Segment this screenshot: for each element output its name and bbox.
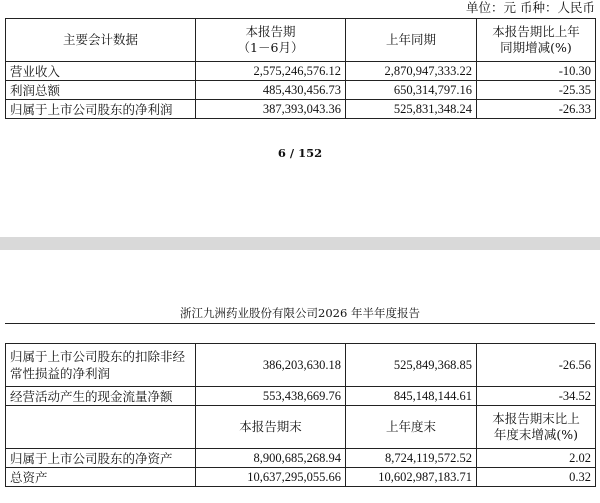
header-change <box>477 406 596 449</box>
header-change <box>477 19 596 62</box>
page-break-band <box>0 237 600 250</box>
row-label: 利润总额 <box>6 81 196 100</box>
change-value: -34.52 <box>477 387 596 406</box>
current-value: 10,637,295,055.66 <box>196 468 346 487</box>
prior-value: 525,849,368.85 <box>346 344 477 387</box>
table-row <box>6 468 596 487</box>
row-label: 总资产 <box>6 468 196 487</box>
change-value: -10.30 <box>477 62 596 81</box>
table-row <box>6 81 596 100</box>
header-current-period-line2: （1－6月） <box>237 40 304 55</box>
header-current-period <box>196 19 346 62</box>
key-accounting-data-table <box>5 18 596 119</box>
current-value: 553,438,669.76 <box>196 387 346 406</box>
table-row <box>6 100 596 119</box>
header-period-end: 本报告期末 <box>196 406 346 449</box>
prior-value: 525,831,348.24 <box>346 100 477 119</box>
current-value: 387,393,043.36 <box>196 100 346 119</box>
change-value: -26.33 <box>477 100 596 119</box>
table-header-row <box>6 406 596 449</box>
current-value: 8,900,685,268.94 <box>196 449 346 468</box>
row-label-line1: 归属于上市公司股东的扣除非经 <box>10 349 186 364</box>
prior-value: 10,602,987,183.71 <box>346 468 477 487</box>
prior-value: 2,870,947,333.22 <box>346 62 477 81</box>
page-number: 6 / 152 <box>277 146 323 160</box>
currency-unit-note: 单位：元 币种：人民币 <box>466 0 595 15</box>
header-current-period-line1: 本报告期 <box>245 24 296 39</box>
header-change-line1: 本报告期比上年 <box>492 24 580 39</box>
row-label: 营业收入 <box>6 62 196 81</box>
table-row <box>6 62 596 81</box>
header-change-line2: 年度末增减(%) <box>493 427 579 442</box>
table-row <box>6 387 596 406</box>
change-value: -25.35 <box>477 81 596 100</box>
table-row <box>6 449 596 468</box>
header-key-data: 主要会计数据 <box>6 19 196 62</box>
change-value: -26.56 <box>477 344 596 387</box>
title-divider <box>5 323 595 324</box>
current-value: 386,203,630.18 <box>196 344 346 387</box>
document-title: 浙江九洲药业股份有限公司2026 年半年度报告 <box>180 306 420 320</box>
change-value: 0.32 <box>477 468 596 487</box>
table-header-row <box>6 19 596 62</box>
table-row <box>6 344 596 387</box>
row-label <box>6 344 196 387</box>
current-value: 485,430,456.73 <box>196 81 346 100</box>
header-prior-year-end: 上年度末 <box>346 406 477 449</box>
header-change-line1: 本报告期末比上 <box>492 411 580 426</box>
prior-value: 8,724,119,572.52 <box>346 449 477 468</box>
row-label-line2: 常性损益的净利润 <box>10 366 111 381</box>
header-change-line2: 同期增减(%) <box>500 40 572 55</box>
prior-value: 650,314,797.16 <box>346 81 477 100</box>
row-label: 归属于上市公司股东的净资产 <box>6 449 196 468</box>
row-label: 经营活动产生的现金流量净额 <box>6 387 196 406</box>
key-accounting-data-table-continued <box>5 343 596 487</box>
header-prior-period: 上年同期 <box>346 19 477 62</box>
row-label: 归属于上市公司股东的净利润 <box>6 100 196 119</box>
current-value: 2,575,246,576.12 <box>196 62 346 81</box>
change-value: 2.02 <box>477 449 596 468</box>
prior-value: 845,148,144.61 <box>346 387 477 406</box>
header-blank <box>6 406 196 449</box>
